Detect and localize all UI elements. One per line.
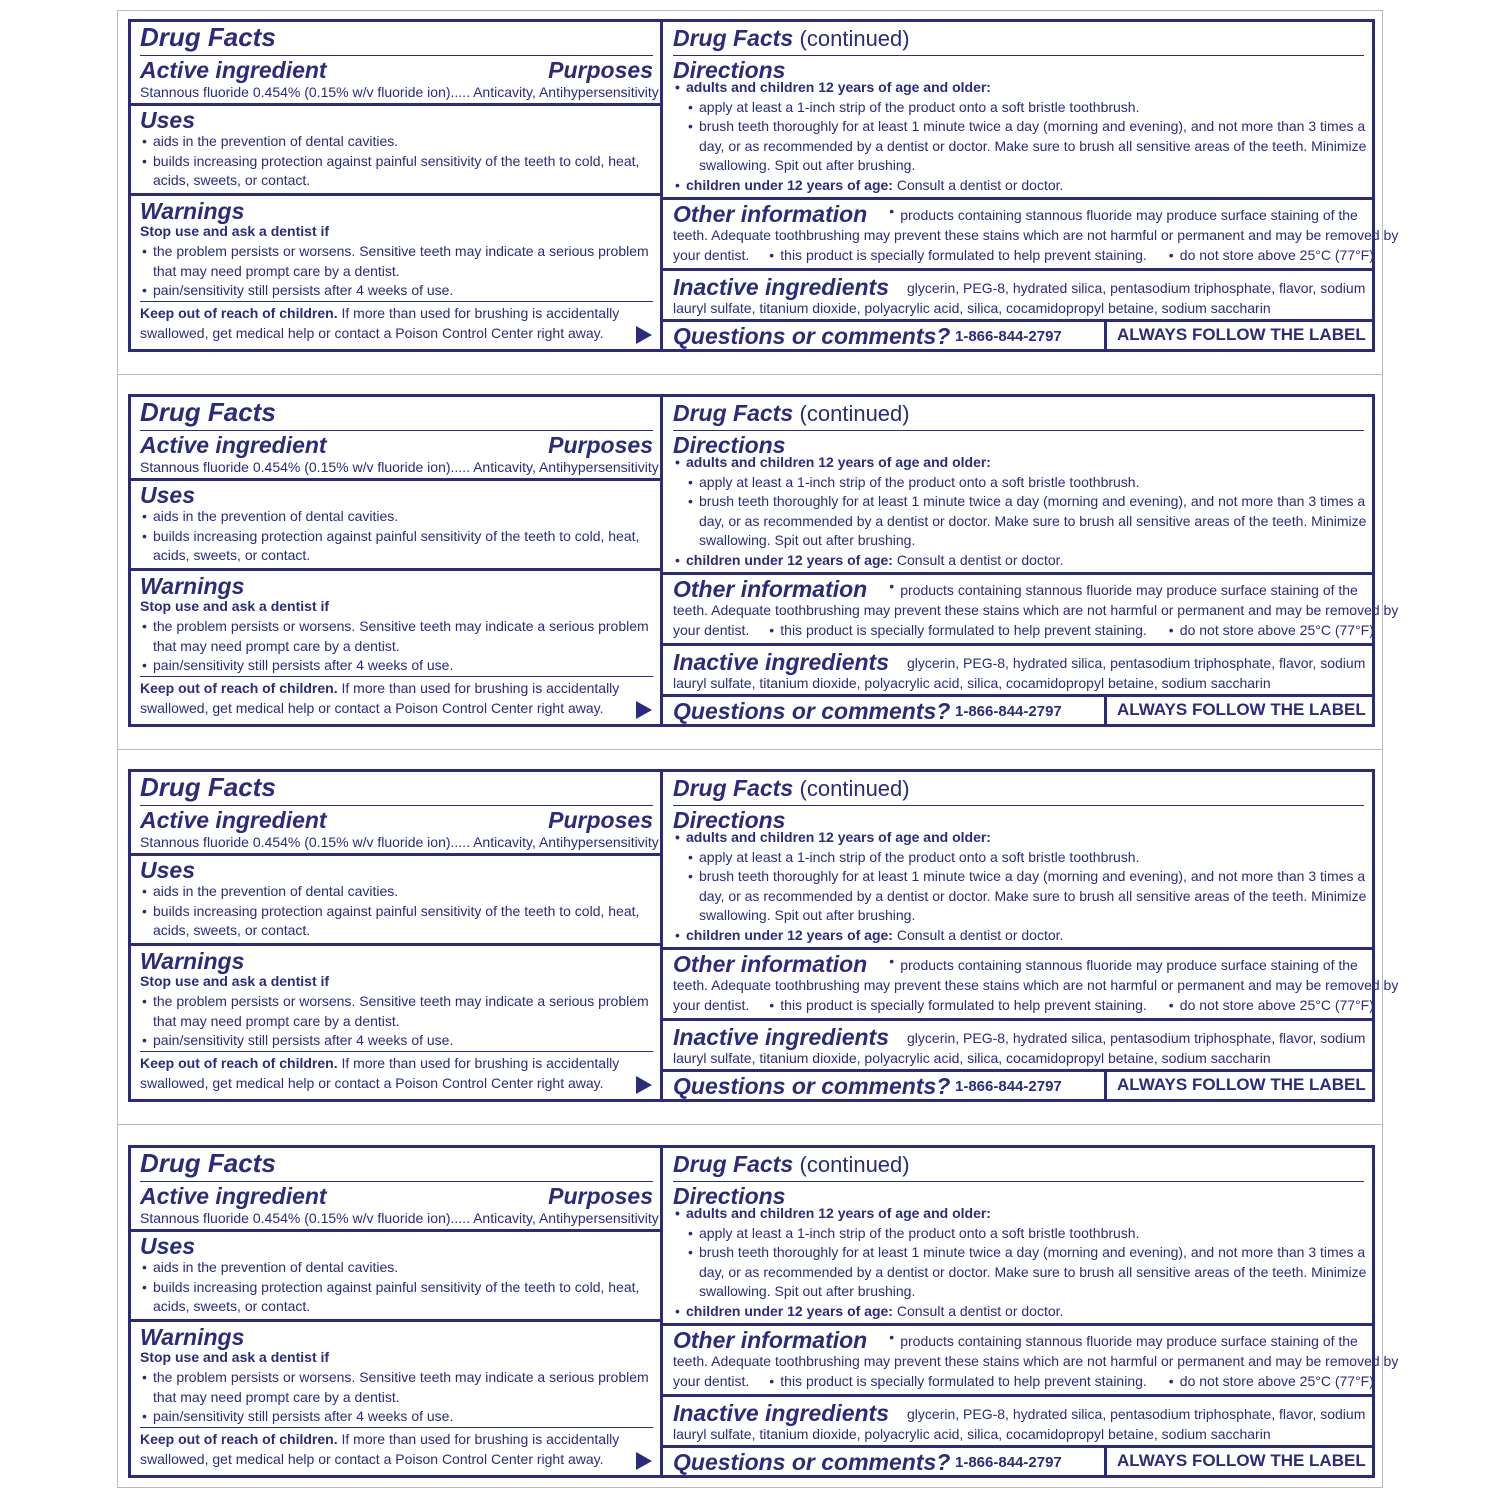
warnings-heading: Warnings xyxy=(140,1324,245,1350)
other-information-heading: Other information xyxy=(673,201,868,227)
inactive-ingredients-heading: Inactive ingredients xyxy=(673,1024,890,1050)
triangle-right-icon xyxy=(636,701,652,719)
always-follow-label: ALWAYS FOLLOW THE LABEL xyxy=(1117,1451,1366,1470)
list-item-continuation: that may need prompt care by a dentist. xyxy=(153,1012,400,1029)
inactive-ingredients-section xyxy=(663,1021,1372,1072)
drug-facts-right-column xyxy=(663,22,1399,349)
warnings-rule xyxy=(140,676,653,677)
stop-use-label: Stop use and ask a dentist if xyxy=(140,598,330,614)
questions-section xyxy=(663,697,1372,724)
drug-facts-left-column xyxy=(131,22,663,349)
purposes-heading: Purposes xyxy=(548,1183,653,1209)
inactive-line: glycerin, PEG-8, hydrated silica, pentasodium triphosphate, flavor, sodium xyxy=(907,655,1366,671)
keep-out-text: If more than used for brushing is accidentally xyxy=(337,680,620,696)
drug-facts-right-column xyxy=(663,1148,1399,1475)
list-item: • the problem persists or worsens. Sensitive teeth may indicate a serious problem xyxy=(140,617,649,637)
warnings-rule xyxy=(140,301,653,302)
adults-label: • adults and children 12 years of age and older: xyxy=(673,78,1366,98)
phone-number: 1-866-844-2797 xyxy=(955,1454,1062,1471)
directions-list xyxy=(673,1204,1366,1321)
uses-heading: Uses xyxy=(140,482,195,508)
other-information-section xyxy=(663,575,1399,646)
continued-label: (continued) xyxy=(799,1152,910,1177)
other-information-heading: Other information xyxy=(673,1327,868,1353)
list-item-continuation: that may need prompt care by a dentist. xyxy=(153,1388,400,1405)
active-ingredient-line: Stannous fluoride 0.454% (0.15% w/v fluoride ion)..... Anticavity, Antihypersensitivity xyxy=(140,84,659,100)
stop-use-label: Stop use and ask a dentist if xyxy=(140,973,330,989)
list-item: • aids in the prevention of dental cavities. xyxy=(140,1258,639,1278)
inactive-ingredients-heading: Inactive ingredients xyxy=(673,1400,890,1426)
warnings-list xyxy=(140,242,649,301)
other-info-item: • products containing stannous fluoride may produce surface staining of the xyxy=(887,582,1358,598)
keep-out-bold: Keep out of reach of children. xyxy=(140,1431,338,1447)
warnings-section xyxy=(131,571,660,724)
directions-section xyxy=(663,397,1372,575)
continued-title-text: Drug Facts xyxy=(673,400,794,426)
children-label: children under 12 years of age: xyxy=(686,176,893,193)
phone-number: 1-866-844-2797 xyxy=(955,328,1062,345)
children-label: children under 12 years of age: xyxy=(686,926,893,943)
other-information-text xyxy=(673,952,1398,1015)
inactive-line: lauryl sulfate, titanium dioxide, polyacrylic acid, silica, cocamidopropyl betaine, sodium saccharin xyxy=(673,1050,1271,1066)
questions-divider xyxy=(1104,1072,1107,1099)
list-item: • brush teeth thoroughly for at least 1 minute twice a day (morning and evening), and not more than 3 times a xyxy=(686,1243,1366,1263)
drug-facts-right-column xyxy=(663,397,1399,724)
title-rule xyxy=(140,55,653,56)
list-item: • brush teeth thoroughly for at least 1 minute twice a day (morning and evening), and not more than 3 times a xyxy=(686,117,1366,137)
active-ingredient-line: Stannous fluoride 0.454% (0.15% w/v fluoride ion)..... Anticavity, Antihypersensitivity xyxy=(140,459,659,475)
always-follow-label: ALWAYS FOLLOW THE LABEL xyxy=(1117,325,1366,344)
stop-use-label: Stop use and ask a dentist if xyxy=(140,223,330,239)
purposes-heading: Purposes xyxy=(548,807,653,833)
uses-section xyxy=(131,106,660,196)
keep-out-of-reach xyxy=(140,304,619,343)
uses-list xyxy=(140,1258,639,1317)
questions-heading: Questions or comments? xyxy=(673,698,951,724)
phone-number: 1-866-844-2797 xyxy=(955,1078,1062,1095)
other-information-heading: Other information xyxy=(673,576,868,602)
continued-title-text: Drug Facts xyxy=(673,25,794,51)
list-item-continuation: day, or as recommended by a dentist or doctor. Make sure to brush all sensitive areas of the teeth. Minimize xyxy=(699,1263,1367,1280)
inactive-line: lauryl sulfate, titanium dioxide, polyacrylic acid, silica, cocamidopropyl betaine, sodium saccharin xyxy=(673,300,1271,316)
directions-section xyxy=(663,22,1372,200)
list-item-continuation: swallowing. Spit out after brushing. xyxy=(699,907,916,923)
questions-section xyxy=(663,1448,1372,1475)
inactive-ingredients-heading: Inactive ingredients xyxy=(673,649,890,675)
list-item-continuation: that may need prompt care by a dentist. xyxy=(153,262,400,279)
drug-facts-panel xyxy=(128,769,1399,1102)
keep-out-text: If more than used for brushing is accidentally xyxy=(337,1431,620,1447)
list-item: • the problem persists or worsens. Sensitive teeth may indicate a serious problem xyxy=(140,992,649,1012)
active-ingredient-section xyxy=(131,397,660,481)
other-information-text xyxy=(673,1328,1398,1391)
active-ingredient-heading: Active ingredient xyxy=(140,1183,327,1209)
triangle-right-icon xyxy=(636,1076,652,1094)
list-item: • apply at least a 1-inch strip of the product onto a soft bristle toothbrush. xyxy=(686,473,1366,493)
active-ingredient-heading: Active ingredient xyxy=(140,432,327,458)
drug-facts-continued-title xyxy=(673,26,910,51)
other-info-line: teeth. Adequate toothbrushing may prevent these stains which are not harmful or permanent and may be removed by xyxy=(673,227,1399,243)
uses-list xyxy=(140,507,639,566)
list-item: • brush teeth thoroughly for at least 1 minute twice a day (morning and evening), and not more than 3 times a xyxy=(686,867,1366,887)
keep-out-text-line2: swallowed, get medical help or contact a Poison Control Center right away. xyxy=(140,699,604,716)
warnings-heading: Warnings xyxy=(140,573,245,599)
inactive-ingredients-text xyxy=(673,1025,1365,1069)
directions-heading: Directions xyxy=(673,1183,786,1209)
continued-rule xyxy=(673,805,1364,806)
list-item-continuation: acids, sweets, or contact. xyxy=(153,547,311,563)
purposes-heading: Purposes xyxy=(548,57,653,83)
continued-rule xyxy=(673,430,1364,431)
other-information-heading: Other information xyxy=(673,951,868,977)
list-item: • aids in the prevention of dental cavities. xyxy=(140,882,639,902)
directions-section xyxy=(663,772,1372,950)
list-item-continuation: acids, sweets, or contact. xyxy=(153,172,311,188)
drug-facts-title: Drug Facts xyxy=(140,22,276,52)
list-item: • the problem persists or worsens. Sensitive teeth may indicate a serious problem xyxy=(140,1368,649,1388)
phone-number: 1-866-844-2797 xyxy=(955,703,1062,720)
list-item-continuation: swallowing. Spit out after brushing. xyxy=(699,1283,916,1299)
other-info-item: • products containing stannous fluoride may produce surface staining of the xyxy=(887,207,1358,223)
other-information-section xyxy=(663,950,1399,1021)
list-item: • apply at least a 1-inch strip of the product onto a soft bristle toothbrush. xyxy=(686,848,1366,868)
list-item: • apply at least a 1-inch strip of the product onto a soft bristle toothbrush. xyxy=(686,98,1366,118)
list-item: • pain/sensitivity still persists after 4 weeks of use. xyxy=(140,1031,649,1051)
directions-section xyxy=(663,1148,1372,1326)
warnings-section xyxy=(131,1322,660,1475)
other-information-text xyxy=(673,202,1398,265)
questions-heading: Questions or comments? xyxy=(673,323,951,349)
questions-section xyxy=(663,322,1372,349)
children-text: Consult a dentist or doctor. xyxy=(892,176,1064,193)
drug-facts-title: Drug Facts xyxy=(140,397,276,427)
other-info-item: • do not store above 25°C (77°F) xyxy=(1167,1373,1374,1389)
inactive-ingredients-heading: Inactive ingredients xyxy=(673,274,890,300)
warnings-rule xyxy=(140,1051,653,1052)
active-ingredient-section xyxy=(131,22,660,106)
drug-facts-continued-title xyxy=(673,776,910,801)
keep-out-of-reach xyxy=(140,1430,619,1469)
continued-label: (continued) xyxy=(799,401,910,426)
keep-out-bold: Keep out of reach of children. xyxy=(140,305,338,321)
directions-heading: Directions xyxy=(673,432,786,458)
inactive-line: glycerin, PEG-8, hydrated silica, pentasodium triphosphate, flavor, sodium xyxy=(907,280,1366,296)
other-info-item: • products containing stannous fluoride may produce surface staining of the xyxy=(887,957,1358,973)
uses-heading: Uses xyxy=(140,107,195,133)
questions-divider xyxy=(1104,322,1107,349)
children-text: Consult a dentist or doctor. xyxy=(892,1302,1064,1319)
other-info-line: your dentist. xyxy=(673,246,750,263)
drug-facts-panel xyxy=(128,1145,1399,1478)
drug-facts-continued-title xyxy=(673,401,910,426)
purposes-heading: Purposes xyxy=(548,432,653,458)
title-rule xyxy=(140,430,653,431)
list-item: • aids in the prevention of dental cavities. xyxy=(140,507,639,527)
other-info-item: • products containing stannous fluoride may produce surface staining of the xyxy=(887,1333,1358,1349)
keep-out-text-line2: swallowed, get medical help or contact a Poison Control Center right away. xyxy=(140,324,604,341)
other-info-line: teeth. Adequate toothbrushing may prevent these stains which are not harmful or permanent and may be removed by xyxy=(673,977,1399,993)
active-ingredient-heading: Active ingredient xyxy=(140,57,327,83)
warnings-section xyxy=(131,946,660,1099)
uses-section xyxy=(131,856,660,946)
adults-label: • adults and children 12 years of age and older: xyxy=(673,1204,1366,1224)
warnings-list xyxy=(140,617,649,676)
continued-label: (continued) xyxy=(799,26,910,51)
questions-heading: Questions or comments? xyxy=(673,1449,951,1475)
list-item-continuation: day, or as recommended by a dentist or doctor. Make sure to brush all sensitive areas of the teeth. Minimize xyxy=(699,137,1367,154)
list-item: • builds increasing protection against painful sensitivity of the teeth to cold, heat, xyxy=(140,902,639,922)
title-rule xyxy=(140,1181,653,1182)
children-label: children under 12 years of age: xyxy=(686,1302,893,1319)
always-follow-label: ALWAYS FOLLOW THE LABEL xyxy=(1117,700,1366,719)
warnings-rule xyxy=(140,1427,653,1428)
drug-facts-title: Drug Facts xyxy=(140,772,276,802)
other-info-item: • this product is specially formulated to help prevent staining. xyxy=(767,247,1147,263)
other-info-item: • do not store above 25°C (77°F) xyxy=(1167,622,1374,638)
keep-out-text-line2: swallowed, get medical help or contact a Poison Control Center right away. xyxy=(140,1074,604,1091)
stop-use-label: Stop use and ask a dentist if xyxy=(140,1349,330,1365)
drug-facts-left-column xyxy=(131,397,663,724)
drug-facts-panel xyxy=(128,394,1399,727)
inactive-line: lauryl sulfate, titanium dioxide, polyacrylic acid, silica, cocamidopropyl betaine, sodium saccharin xyxy=(673,675,1271,691)
list-item-continuation: swallowing. Spit out after brushing. xyxy=(699,532,916,548)
adults-label: • adults and children 12 years of age and older: xyxy=(673,453,1366,473)
keep-out-bold: Keep out of reach of children. xyxy=(140,1055,338,1071)
other-info-item: • this product is specially formulated to help prevent staining. xyxy=(767,1373,1147,1389)
keep-out-text-line2: swallowed, get medical help or contact a Poison Control Center right away. xyxy=(140,1450,604,1467)
uses-heading: Uses xyxy=(140,857,195,883)
other-information-section xyxy=(663,200,1399,271)
active-ingredient-section xyxy=(131,1148,660,1232)
keep-out-text: If more than used for brushing is accidentally xyxy=(337,1055,620,1071)
uses-section xyxy=(131,481,660,571)
questions-divider xyxy=(1104,1448,1107,1475)
drug-facts-right-column xyxy=(663,772,1399,1099)
drug-facts-left-column xyxy=(131,772,663,1099)
keep-out-bold: Keep out of reach of children. xyxy=(140,680,338,696)
other-info-item: • do not store above 25°C (77°F) xyxy=(1167,247,1374,263)
adults-label: • adults and children 12 years of age and older: xyxy=(673,828,1366,848)
always-follow-label: ALWAYS FOLLOW THE LABEL xyxy=(1117,1075,1366,1094)
warnings-section xyxy=(131,196,660,349)
list-item: • builds increasing protection against painful sensitivity of the teeth to cold, heat, xyxy=(140,527,639,547)
questions-section xyxy=(663,1072,1372,1099)
keep-out-of-reach xyxy=(140,679,619,718)
list-item: • pain/sensitivity still persists after 4 weeks of use. xyxy=(140,281,649,301)
inactive-line: lauryl sulfate, titanium dioxide, polyacrylic acid, silica, cocamidopropyl betaine, sodium saccharin xyxy=(673,1426,1271,1442)
list-item: • apply at least a 1-inch strip of the product onto a soft bristle toothbrush. xyxy=(686,1224,1366,1244)
other-information-section xyxy=(663,1326,1399,1397)
inactive-ingredients-section xyxy=(663,1397,1372,1448)
list-item: • pain/sensitivity still persists after 4 weeks of use. xyxy=(140,656,649,676)
row-separator xyxy=(117,374,1383,375)
inactive-ingredients-text xyxy=(673,650,1365,694)
list-item-continuation: swallowing. Spit out after brushing. xyxy=(699,157,916,173)
list-item: • builds increasing protection against painful sensitivity of the teeth to cold, heat, xyxy=(140,1278,639,1298)
continued-title-text: Drug Facts xyxy=(673,775,794,801)
drug-facts-title: Drug Facts xyxy=(140,1148,276,1178)
continued-title-text: Drug Facts xyxy=(673,1151,794,1177)
directions-heading: Directions xyxy=(673,57,786,83)
warnings-list xyxy=(140,1368,649,1427)
active-ingredient-heading: Active ingredient xyxy=(140,807,327,833)
warnings-heading: Warnings xyxy=(140,198,245,224)
list-item: • the problem persists or worsens. Sensitive teeth may indicate a serious problem xyxy=(140,242,649,262)
inactive-ingredients-text xyxy=(673,1401,1365,1445)
row-separator xyxy=(117,1124,1383,1125)
other-info-line: teeth. Adequate toothbrushing may prevent these stains which are not harmful or permanent and may be removed by xyxy=(673,602,1399,618)
list-item-continuation: that may need prompt care by a dentist. xyxy=(153,637,400,654)
list-item-continuation: acids, sweets, or contact. xyxy=(153,922,311,938)
active-ingredient-line: Stannous fluoride 0.454% (0.15% w/v fluoride ion)..... Anticavity, Antihypersensitivity xyxy=(140,1210,659,1226)
uses-list xyxy=(140,882,639,941)
list-item: • pain/sensitivity still persists after 4 weeks of use. xyxy=(140,1407,649,1427)
other-info-item: • do not store above 25°C (77°F) xyxy=(1167,997,1374,1013)
children-label: children under 12 years of age: xyxy=(686,551,893,568)
directions-list xyxy=(673,453,1366,570)
children-text: Consult a dentist or doctor. xyxy=(892,551,1064,568)
directions-list xyxy=(673,78,1366,195)
continued-label: (continued) xyxy=(799,776,910,801)
list-item: • brush teeth thoroughly for at least 1 minute twice a day (morning and evening), and not more than 3 times a xyxy=(686,492,1366,512)
warnings-list xyxy=(140,992,649,1051)
other-info-line: your dentist. xyxy=(673,1372,750,1389)
keep-out-of-reach xyxy=(140,1054,619,1093)
other-info-item: • this product is specially formulated to help prevent staining. xyxy=(767,622,1147,638)
other-information-text xyxy=(673,577,1398,640)
row-separator xyxy=(117,749,1383,750)
uses-list xyxy=(140,132,639,191)
children-text: Consult a dentist or doctor. xyxy=(892,926,1064,943)
inactive-ingredients-text xyxy=(673,275,1365,319)
other-info-item: • this product is specially formulated to help prevent staining. xyxy=(767,997,1147,1013)
list-item-continuation: day, or as recommended by a dentist or doctor. Make sure to brush all sensitive areas of the teeth. Minimize xyxy=(699,887,1367,904)
list-item: • aids in the prevention of dental cavities. xyxy=(140,132,639,152)
continued-rule xyxy=(673,1181,1364,1182)
questions-heading: Questions or comments? xyxy=(673,1073,951,1099)
other-info-line: teeth. Adequate toothbrushing may prevent these stains which are not harmful or permanent and may be removed by xyxy=(673,1353,1399,1369)
directions-list xyxy=(673,828,1366,945)
questions-divider xyxy=(1104,697,1107,724)
active-ingredient-section xyxy=(131,772,660,856)
drug-facts-left-column xyxy=(131,1148,663,1475)
inactive-line: glycerin, PEG-8, hydrated silica, pentasodium triphosphate, flavor, sodium xyxy=(907,1030,1366,1046)
drug-facts-panel xyxy=(128,19,1399,352)
triangle-right-icon xyxy=(636,326,652,344)
list-item-continuation: acids, sweets, or contact. xyxy=(153,1298,311,1314)
drug-facts-continued-title xyxy=(673,1152,910,1177)
other-info-line: your dentist. xyxy=(673,621,750,638)
uses-heading: Uses xyxy=(140,1233,195,1259)
uses-section xyxy=(131,1232,660,1322)
directions-heading: Directions xyxy=(673,807,786,833)
warnings-heading: Warnings xyxy=(140,948,245,974)
continued-rule xyxy=(673,55,1364,56)
inactive-ingredients-section xyxy=(663,271,1372,322)
list-item: • builds increasing protection against painful sensitivity of the teeth to cold, heat, xyxy=(140,152,639,172)
keep-out-text: If more than used for brushing is accidentally xyxy=(337,305,620,321)
triangle-right-icon xyxy=(636,1452,652,1470)
other-info-line: your dentist. xyxy=(673,996,750,1013)
active-ingredient-line: Stannous fluoride 0.454% (0.15% w/v fluoride ion)..... Anticavity, Antihypersensitivity xyxy=(140,834,659,850)
inactive-line: glycerin, PEG-8, hydrated silica, pentasodium triphosphate, flavor, sodium xyxy=(907,1406,1366,1422)
title-rule xyxy=(140,805,653,806)
inactive-ingredients-section xyxy=(663,646,1372,697)
list-item-continuation: day, or as recommended by a dentist or doctor. Make sure to brush all sensitive areas of the teeth. Minimize xyxy=(699,512,1367,529)
